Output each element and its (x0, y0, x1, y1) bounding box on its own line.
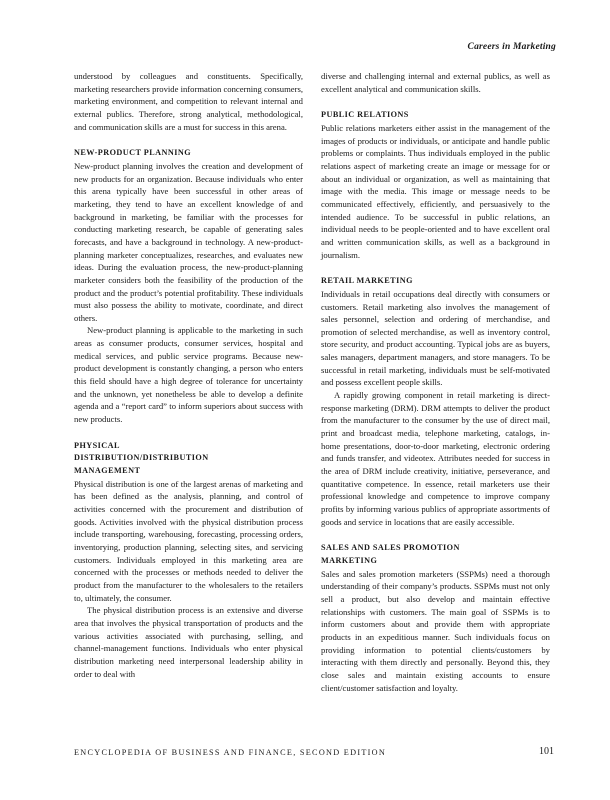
paragraph: New-product planning is applicable to the marketing in such areas as consumer products, consumer services, hospital and medical services, and public service programs. Because new-product development is constantly changing, a person who enters this field should have a high degree of tolerance for uncertainty and the unknown, yet nonetheless be able to develop a definite agenda and a “report card” to inform superiors about success with new products. (74, 325, 303, 425)
footer-publication-title: ENCYCLOPEDIA OF BUSINESS AND FINANCE, SECOND EDITION (74, 748, 387, 757)
section-heading-physical-distribution: DISTRIBUTION/DISTRIBUTION (74, 453, 209, 463)
paragraph: A rapidly growing component in retail marketing is direct-response marketing (DRM). DRM attempts to deliver the product from the manufacturer to the consumer by the use of direct mail, print and broadcast media, telephone marketing, catalogs, in-home presentations, door-to-door marketing, electronic ordering and funds transfer, and videotex. Attributes needed for success in the area of DRM include creativity, initiative, perseverance, and quantitative competence. In essence, retail marketers use their professional knowledge and competence to improve company profits by informing various publics of appropriate assortments of goods and service in locations that are easily accessible. (321, 390, 550, 527)
paragraph: Sales and sales promotion marketers (SSPMs) need a thorough understanding of their company’s products. SSPMs must not only sell a product, but also develop and maintain effective relationships with customers. The main goal of SSPMs is to inform customers about and provide them with appropriate products in an expeditious manner. Such individuals focus on providing information to potential clients/customers by interacting with them directly and personally. Beyond this, they close sales and maintain existing accounts to ensure client/customer satisfaction and loyalty. (321, 568, 550, 693)
paragraph: Physical distribution is one of the largest arenas of marketing and has been defined as the analysis, planning, and control of activities concerned with the procurement and distribution of goods. Activities involved with the physical distribution process include transporting, warehousing, forecasting, processing orders, inventorying, production planning, selecting sites, and servicing customers. Individuals employed in this marketing area are concerned with the processes or methods needed to deliver the product from the manufacturer to the wholesalers to the retailers to, ultimately, the consumer. (74, 478, 303, 603)
paragraph: Public relations marketers either assist in the management of the images of products or individuals, or anticipate and handle public problems or complaints. Thus individuals employed in the public relations aspect of marketing create an image or message for or about an individual or organization, as well as maintaining that image with the media. This image or message needs to be communicated effectively, efficiently, and persuasively to the intended audience. To be successful in public relations, an individual needs to be people-oriented and to have excellent oral and written communication skills, as well as a background in journalism. (321, 122, 550, 260)
section-heading-retail-marketing: RETAIL MARKETING (321, 276, 413, 286)
paragraph: understood by colleagues and constituents. Specifically, marketing researchers provide information concerning consumers, marketing environment, and competition to relevant internal and external publics. Therefore, strong analytical, methodological, and communication skills are a must for success in this arena. (74, 71, 303, 132)
paragraph: New-product planning involves the creation and development of new products for an organization. Because individuals who enter this arena typically have been successful in other areas of marketing, they tend to have an excellent knowledge of and background in marketing, be familiar with the processes for conducting marketing research, be capable of generating sales forecasts, and have a background in technology. A new-product-planning marketer conceptualizes, researches, and evaluates new ideas. During the evaluation process, the new-product-planning marketer considers both the feasibility of the production of the product and the product’s potential profitability. These individuals must also possess the ability to motivate, coordinate, and direct others. (74, 160, 303, 323)
page-number: 101 (539, 746, 554, 757)
section-gap (74, 133, 303, 147)
paragraph: Individuals in retail occupations deal directly with consumers or customers. Retail marketing also involves the management of sales personnel, selection and ordering of merchandise, and promotion of selected merchandise, as well as inventory control, store security, and product accounting. Typical jobs are as buyers, sales managers, department managers, and store managers. To be successful in retail marketing, individuals must be self-motivated and possess excellent people skills. (321, 288, 550, 388)
section-gap (321, 261, 550, 275)
right-column (321, 70, 550, 694)
paragraph: diverse and challenging internal and external publics, as well as excellent analytical and communication skills. (321, 71, 550, 94)
section-heading-physical-distribution: MANAGEMENT (74, 466, 141, 476)
section-gap (74, 426, 303, 440)
section-heading-physical-distribution: PHYSICAL (74, 440, 120, 450)
section-heading-sales-promotion: MARKETING (321, 555, 378, 565)
section-gap (321, 528, 550, 542)
left-column (74, 70, 303, 680)
paragraph: The physical distribution process is an extensive and diverse area that involves the physical transportation of products and the various activities associated with purchasing, selling, and channel-management functions. Individuals who enter physical distribution marketing need interpersonal leadership ability in order to deal with (74, 605, 303, 679)
running-head: Careers in Marketing (467, 42, 556, 52)
section-gap (321, 95, 550, 109)
section-heading-sales-promotion: SALES AND SALES PROMOTION (321, 543, 460, 553)
section-heading-public-relations: PUBLIC RELATIONS (321, 110, 409, 120)
section-heading-new-product-planning: NEW-PRODUCT PLANNING (74, 148, 192, 158)
